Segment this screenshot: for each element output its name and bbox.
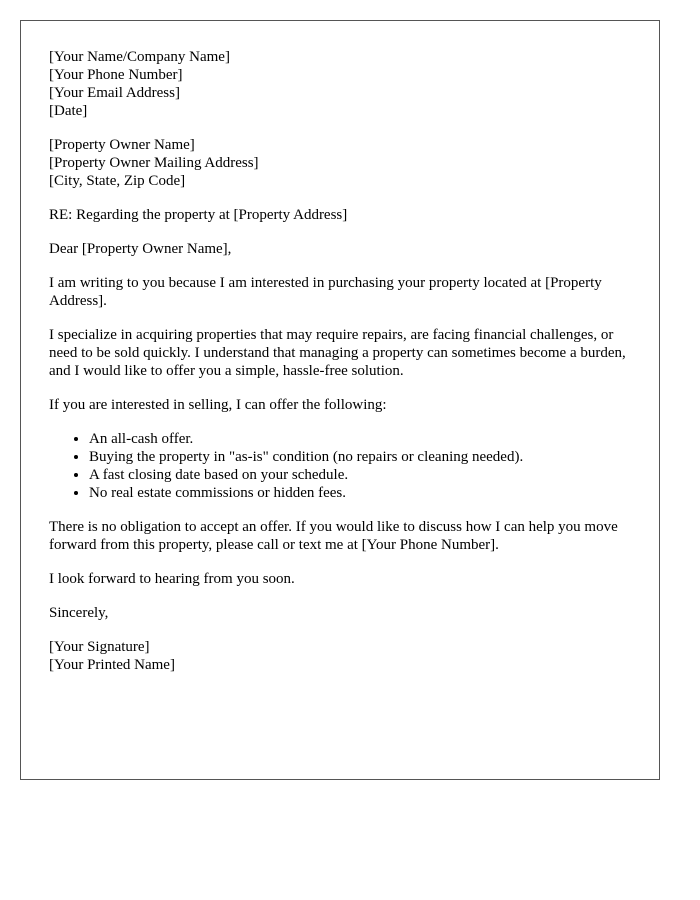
closing-salutation: Sincerely, bbox=[49, 605, 109, 621]
signature-block bbox=[49, 638, 639, 674]
closing-note-paragraph: I look forward to hearing from you soon. bbox=[49, 571, 295, 587]
list-item: • Buying the property in "as-is" condition (no repairs or cleaning needed). bbox=[89, 448, 639, 466]
sender-block bbox=[49, 48, 639, 120]
printed-name-placeholder: [Your Printed Name] bbox=[49, 657, 175, 673]
sender-phone: [Your Phone Number] bbox=[49, 67, 183, 83]
recipient-city-state-zip: [City, State, Zip Code] bbox=[49, 173, 186, 189]
list-item: • No real estate commissions or hidden fees. bbox=[89, 484, 639, 502]
list-item: • An all-cash offer. bbox=[89, 430, 639, 448]
intro-paragraph: I am writing to you because I am interested in purchasing your property located at [Property Address]. bbox=[49, 275, 602, 309]
signature-placeholder: [Your Signature] bbox=[49, 639, 150, 655]
specialty-paragraph: I specialize in acquiring properties that may require repairs, are facing financial challenges, or need to be sold quickly. I understand that managing a property can sometimes become a burden, and I would like to offer you a simple, hassle-free solution. bbox=[49, 327, 626, 379]
offer-lead-paragraph: If you are interested in selling, I can offer the following: bbox=[49, 397, 387, 413]
recipient-name: [Property Owner Name] bbox=[49, 137, 195, 153]
sender-email: [Your Email Address] bbox=[49, 85, 180, 101]
letter-body bbox=[49, 48, 639, 690]
recipient-mailing-address: [Property Owner Mailing Address] bbox=[49, 155, 259, 171]
letter-date: [Date] bbox=[49, 103, 88, 119]
offer-list bbox=[49, 430, 639, 502]
subject-line: RE: Regarding the property at [Property Address] bbox=[49, 207, 348, 223]
list-item: • A fast closing date based on your schedule. bbox=[89, 466, 639, 484]
recipient-block bbox=[49, 136, 639, 190]
salutation: Dear [Property Owner Name], bbox=[49, 241, 232, 257]
obligation-paragraph: There is no obligation to accept an offer. If you would like to discuss how I can help you move forward from this property, please call or text me at [Your Phone Number]. bbox=[49, 519, 618, 553]
sender-name: [Your Name/Company Name] bbox=[49, 49, 230, 65]
